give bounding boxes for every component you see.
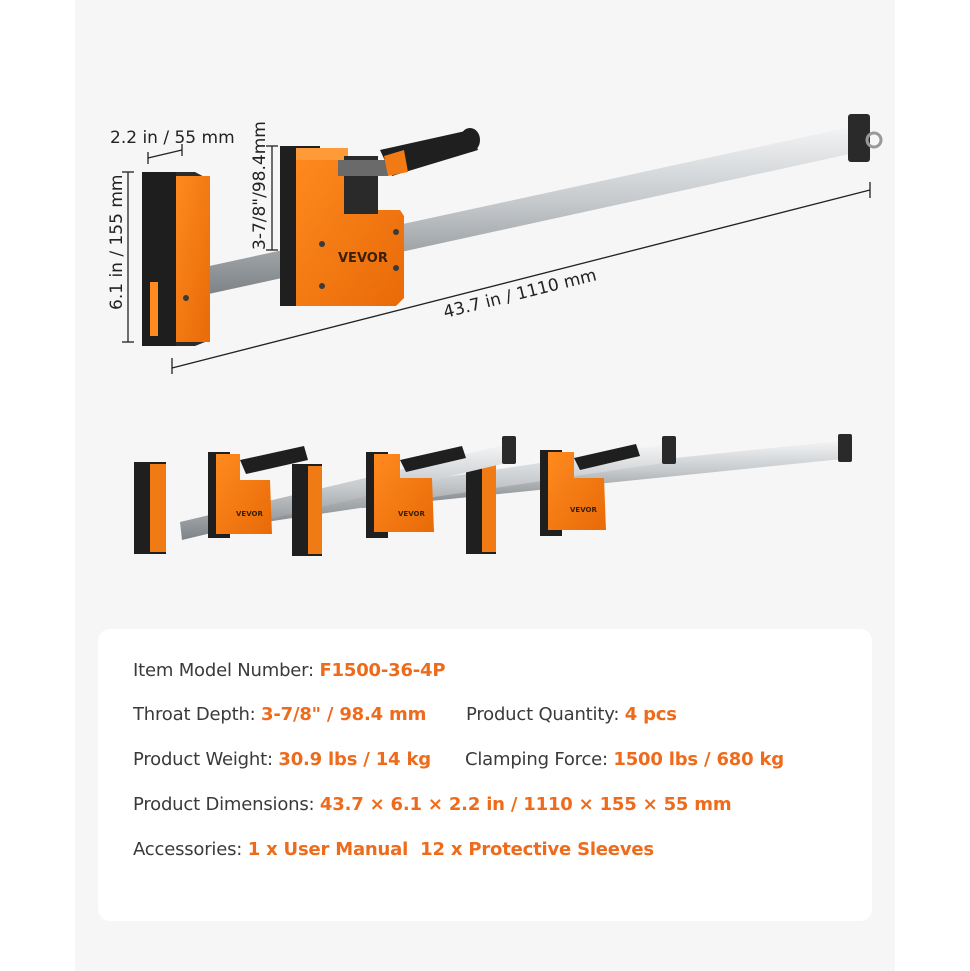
- spec-label: Product Quantity:: [466, 704, 625, 725]
- throat-depth-label: 3-7/8"/98.4mm: [250, 121, 270, 250]
- handle: [338, 128, 480, 176]
- spec-value: 4 pcs: [624, 704, 677, 725]
- spec-dimensions: [133, 794, 731, 815]
- spec-label: Throat Depth:: [133, 704, 262, 725]
- spec-label: Product Dimensions:: [133, 794, 320, 815]
- spec-value: 3-7/8" / 98.4 mm: [261, 704, 427, 725]
- fixed-jaw: [142, 172, 210, 346]
- spec-label: Product Weight:: [133, 749, 279, 770]
- dimension-lines: [122, 144, 870, 374]
- spec-clamping-force: [465, 749, 784, 770]
- jaw-width-label: 2.2 in / 55 mm: [110, 128, 235, 148]
- spec-label: Item Model Number:: [133, 660, 320, 681]
- bar-length-label: 43.7 in / 1110 mm: [441, 265, 599, 323]
- spec-label: Clamping Force:: [465, 749, 614, 770]
- spec-weight: [133, 749, 431, 770]
- spec-value: 1 x User Manual 12 x Protective Sleeves: [247, 839, 654, 860]
- spec-label: Accessories:: [133, 839, 248, 860]
- spec-value: 1500 lbs / 680 kg: [613, 749, 784, 770]
- spec-value: 43.7 × 6.1 × 2.2 in / 1110 × 155 × 55 mm: [319, 794, 732, 815]
- spec-model: [133, 660, 445, 681]
- spec-quantity: [466, 704, 677, 725]
- spec-value: 30.9 lbs / 14 kg: [278, 749, 431, 770]
- clamp-set: [134, 434, 852, 556]
- brand-logo: VEVOR: [338, 251, 388, 266]
- spec-accessories: [133, 839, 654, 860]
- spec-throat-depth: [133, 704, 426, 725]
- spec-value: F1500-36-4P: [319, 660, 446, 681]
- brand-logo: VEVOR: [570, 506, 597, 514]
- brand-logo: VEVOR: [398, 510, 425, 518]
- brand-logo: VEVOR: [236, 510, 263, 518]
- jaw-height-label: 6.1 in / 155 mm: [107, 174, 127, 310]
